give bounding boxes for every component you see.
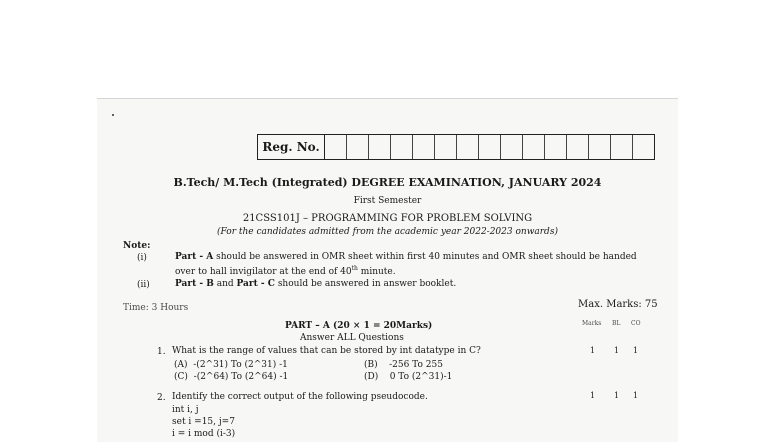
reg-no-cell[interactable]: [479, 135, 501, 159]
option-label: (A): [174, 360, 188, 370]
option-text: -256 To 255: [389, 360, 443, 370]
reg-no-cell[interactable]: [501, 135, 523, 159]
question-co: 1: [633, 346, 639, 355]
note-text: should be answered in answer booklet.: [274, 279, 457, 289]
option-text: -(2^31) To (2^31) -1: [193, 360, 288, 370]
reg-no-cell[interactable]: [589, 135, 611, 159]
question-number: 2.: [157, 393, 166, 403]
reg-no-cell[interactable]: [391, 135, 413, 159]
reg-no-cell[interactable]: [347, 135, 369, 159]
reg-no-cell[interactable]: [413, 135, 435, 159]
note-part-label: Part - C: [236, 279, 275, 289]
reg-no-cell[interactable]: [457, 135, 479, 159]
reg-no-cell[interactable]: [523, 135, 545, 159]
option[interactable]: [174, 372, 288, 382]
reg-no-cell[interactable]: [325, 135, 347, 159]
stray-mark: [112, 114, 114, 116]
part-a-instruction: Answer ALL Questions: [300, 333, 404, 343]
question-number: 1.: [157, 347, 166, 357]
note-superscript: th: [351, 265, 358, 272]
option-label: (D): [364, 372, 379, 382]
column-header-bl: BL: [612, 320, 621, 327]
option[interactable]: [174, 360, 288, 370]
column-header-co: CO: [631, 320, 641, 327]
question-marks: 1: [590, 391, 596, 400]
note-heading: Note:: [123, 241, 151, 251]
part-a-heading: PART – A (20 × 1 = 20Marks): [285, 321, 433, 331]
question-bl: 1: [614, 346, 620, 355]
semester: First Semester: [353, 196, 422, 206]
column-header-marks: Marks: [582, 320, 602, 327]
note-text: minute.: [357, 267, 396, 277]
reg-no-label: Reg. No.: [258, 135, 325, 159]
option-label: (C): [174, 372, 188, 382]
reg-no-cell[interactable]: [633, 135, 654, 159]
note-text: should be answered in OMR sheet within first 40 minutes and OMR sheet should be handed: [213, 252, 637, 262]
option[interactable]: [364, 360, 443, 370]
admission-note: (For the candidates admitted from the academic year 2022-2023 onwards): [217, 227, 558, 237]
exam-title: B.Tech/ M.Tech (Integrated) DEGREE EXAMINATION, JANUARY 2024: [173, 176, 602, 189]
question-bl: 1: [614, 391, 620, 400]
note-item-number: (ii): [137, 280, 150, 290]
reg-no-cell[interactable]: [435, 135, 457, 159]
option-label: (B): [364, 360, 378, 370]
exam-duration: Time: 3 Hours: [123, 303, 189, 313]
option-text: 0 To (2^31)-1: [389, 372, 453, 382]
question-co: 1: [633, 391, 639, 400]
course-title: 21CSS101J – PROGRAMMING FOR PROBLEM SOLVING: [242, 213, 533, 224]
question-marks: 1: [590, 346, 596, 355]
option[interactable]: [364, 372, 452, 382]
code-line: int i, j: [172, 405, 199, 415]
code-line: i = i mod (i-3): [172, 429, 236, 439]
code-line: set i =15, j=7: [172, 417, 235, 427]
reg-no-cell[interactable]: [369, 135, 391, 159]
note-item-text-cont: [175, 265, 396, 277]
note-item-text: [175, 279, 456, 289]
reg-no-cell[interactable]: [567, 135, 589, 159]
question-text: Identify the correct output of the following pseudocode.: [172, 392, 428, 402]
reg-no-cell[interactable]: [545, 135, 567, 159]
reg-no-box: [257, 134, 655, 160]
note-text: and: [213, 279, 237, 289]
note-text: over to hall invigilator at the end of 40: [175, 267, 352, 277]
note-item-text: [175, 252, 637, 262]
note-part-label: Part - B: [175, 279, 214, 289]
note-item-number: (i): [137, 253, 147, 263]
max-marks: Max. Marks: 75: [578, 299, 658, 310]
question-text: What is the range of values that can be stored by int datatype in C?: [172, 346, 481, 356]
note-part-label: Part - A: [175, 252, 214, 262]
reg-no-cell[interactable]: [611, 135, 633, 159]
option-text: -(2^64) To (2^64) -1: [193, 372, 289, 382]
